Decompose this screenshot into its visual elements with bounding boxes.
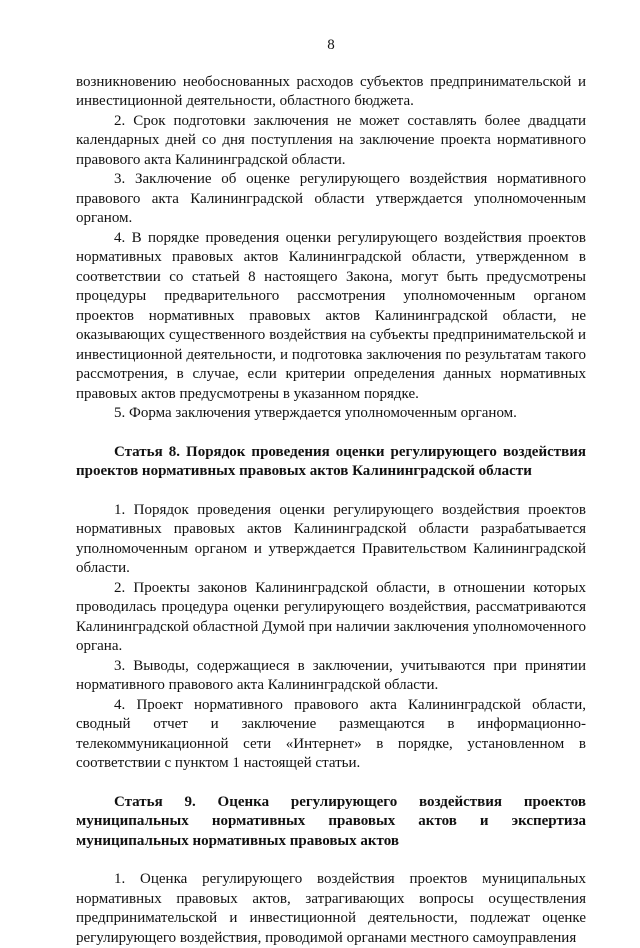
article-8-item-4: 4. Проект нормативного правового акта Калининградской области, сводный отчет и заключение размещаются в информационно-телекоммуникационной сети «Интернет» в порядке, установленном в соответствии с пунктом 1 настоящей статьи.	[76, 696, 586, 771]
paragraph-item-2: 2. Срок подготовки заключения не может составлять более двадцати календарных дней со дня поступления на заключение проекта нормативного правового акта Калининградской области.	[76, 112, 586, 168]
paragraph-continuation: возникновению необоснованных расходов субъектов предпринимательской и инвестиционной деятельности, областного бюджета.	[76, 73, 586, 109]
article-8-item-3: 3. Выводы, содержащиеся в заключении, учитываются при принятии нормативного правового акта Калининградской области.	[76, 657, 586, 693]
page-number: 8	[327, 37, 335, 53]
paragraph-item-3: 3. Заключение об оценке регулирующего воздействия нормативного правового акта Калининградской области утверждается уполномоченным органом.	[76, 171, 586, 226]
article-8-item-2: 2. Проекты законов Калининградской области, в отношении которых проводилась процедура оценки регулирующего воздействия, рассматриваются Калининградской областной Думой при наличии заключения уполномоченного органа.	[76, 579, 586, 654]
paragraph-item-5: 5. Форма заключения утверждается уполномоченным органом.	[114, 405, 517, 421]
paragraph-item-4: 4. В порядке проведения оценки регулирующего воздействия проектов нормативных правовых актов Калининградской области, утвержденном в соответствии со статьей 8 настоящего Закона, могут быть предусмотрены процедуры предварительного рассмотрения уполномоченным органом проектов нормативных правовых актов Калининградской области, не оказывающих существенного воздействия на субъекты предпринимательской и инвестиционной деятельности, и подготовка заключения по результатам такого рассмотрения, в случае, если критерии определения данных нормативных правовых актов предусмотрены в указанном порядке.	[76, 229, 586, 402]
document-page	[76, 36, 586, 948]
article-9-heading: Статья 9. Оценка регулирующего воздействия проектов муниципальных нормативных правовых актов и экспертиза муниципальных нормативных правовых актов	[76, 793, 586, 849]
article-9-item-1: 1. Оценка регулирующего воздействия проектов муниципальных нормативных правовых актов, затрагивающих вопросы осуществления предпринимательской и инвестиционной деятельности, подлежат оценке регулирующего воздействия, проводимой органами местного самоуправления	[76, 871, 586, 946]
article-8-item-1: 1. Порядок проведения оценки регулирующего воздействия проектов нормативных правовых актов Калининградской области разрабатывается уполномоченным органом и утверждается Правительством Калининградской области.	[76, 501, 586, 576]
article-8-heading: Статья 8. Порядок проведения оценки регулирующего воздействия проектов нормативных правовых актов Калининградской области	[76, 443, 586, 479]
